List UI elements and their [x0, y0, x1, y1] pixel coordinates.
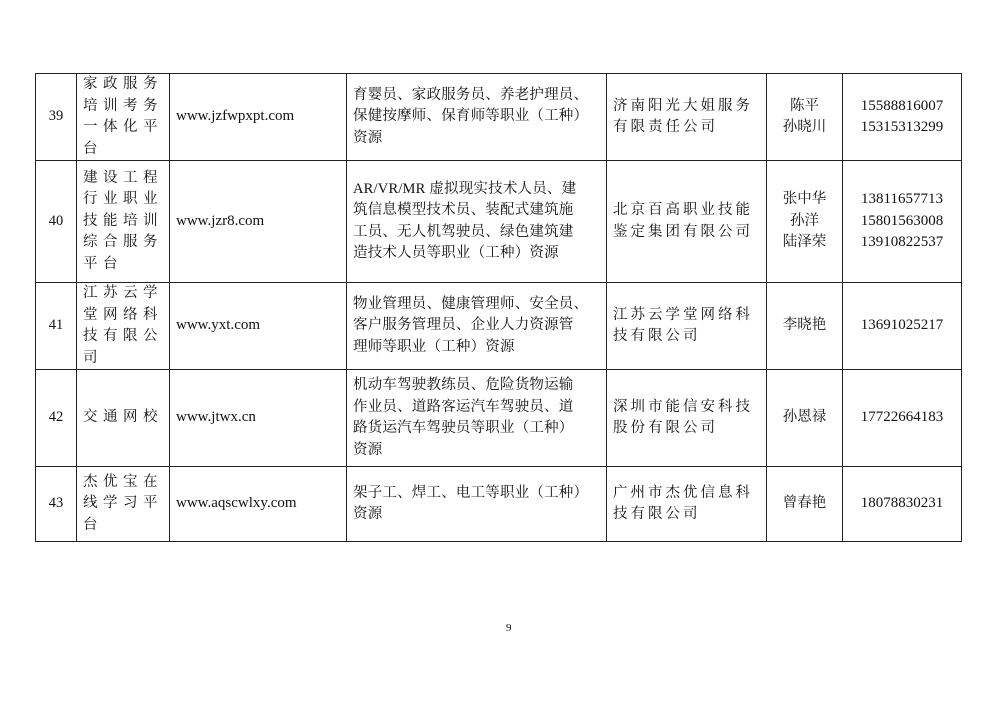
page-number: 9 [506, 622, 512, 634]
cell-name: 建设工程 行业职业 技能培训 综合服务 平台 [77, 161, 170, 283]
cell-org: 济南阳光大姐服务 有限责任公司 [607, 74, 767, 161]
cell-name: 家政服务 培训考务 一体化平 台 [77, 74, 170, 161]
cell-occupations: 物业管理员、健康管理师、安全员、 客户服务管理员、企业人力资源管 理师等职业（工种）资源 [347, 283, 607, 370]
table-row [36, 370, 962, 467]
table-row [36, 74, 962, 161]
platform-table [35, 73, 962, 542]
cell-occupations: 育婴员、家政服务员、养老护理员、 保健按摩师、保育师等职业（工种） 资源 [347, 74, 607, 161]
cell-org: 江苏云学堂网络科 技有限公司 [607, 283, 767, 370]
cell-contact: 李晓艳 [767, 283, 843, 370]
cell-org: 广州市杰优信息科 技有限公司 [607, 467, 767, 542]
cell-no: 39 [36, 74, 77, 161]
cell-url: www.yxt.com [170, 283, 347, 370]
cell-contact: 孙恩禄 [767, 370, 843, 467]
cell-phone: 17722664183 [843, 370, 962, 467]
cell-phone: 15588816007 15315313299 [843, 74, 962, 161]
cell-occupations: AR/VR/MR 虚拟现实技术人员、建 筑信息模型技术员、装配式建筑施 工员、无人机驾驶员、绿色建筑建 造技术人员等职业（工种）资源 [347, 161, 607, 283]
cell-url: www.aqscwlxy.com [170, 467, 347, 542]
cell-contact: 张中华 孙洋 陆泽荣 [767, 161, 843, 283]
cell-no: 42 [36, 370, 77, 467]
cell-no: 41 [36, 283, 77, 370]
cell-phone: 18078830231 [843, 467, 962, 542]
cell-url: www.jzfwpxpt.com [170, 74, 347, 161]
table-row [36, 283, 962, 370]
cell-no: 43 [36, 467, 77, 542]
cell-name: 江苏云学 堂网络科 技有限公 司 [77, 283, 170, 370]
cell-occupations: 机动车驾驶教练员、危险货物运输 作业员、道路客运汽车驾驶员、道 路货运汽车驾驶员等职业（工种） 资源 [347, 370, 607, 467]
cell-no: 40 [36, 161, 77, 283]
table-row [36, 161, 962, 283]
cell-phone: 13811657713 15801563008 13910822537 [843, 161, 962, 283]
cell-phone: 13691025217 [843, 283, 962, 370]
cell-url: www.jtwx.cn [170, 370, 347, 467]
cell-name: 杰优宝在 线学习平 台 [77, 467, 170, 542]
table-row [36, 467, 962, 542]
cell-contact: 曾春艳 [767, 467, 843, 542]
cell-name: 交通网校 [77, 370, 170, 467]
cell-contact: 陈平 孙晓川 [767, 74, 843, 161]
cell-org: 深圳市能信安科技 股份有限公司 [607, 370, 767, 467]
cell-org: 北京百高职业技能 鉴定集团有限公司 [607, 161, 767, 283]
cell-url: www.jzr8.com [170, 161, 347, 283]
cell-occupations: 架子工、焊工、电工等职业（工种） 资源 [347, 467, 607, 542]
